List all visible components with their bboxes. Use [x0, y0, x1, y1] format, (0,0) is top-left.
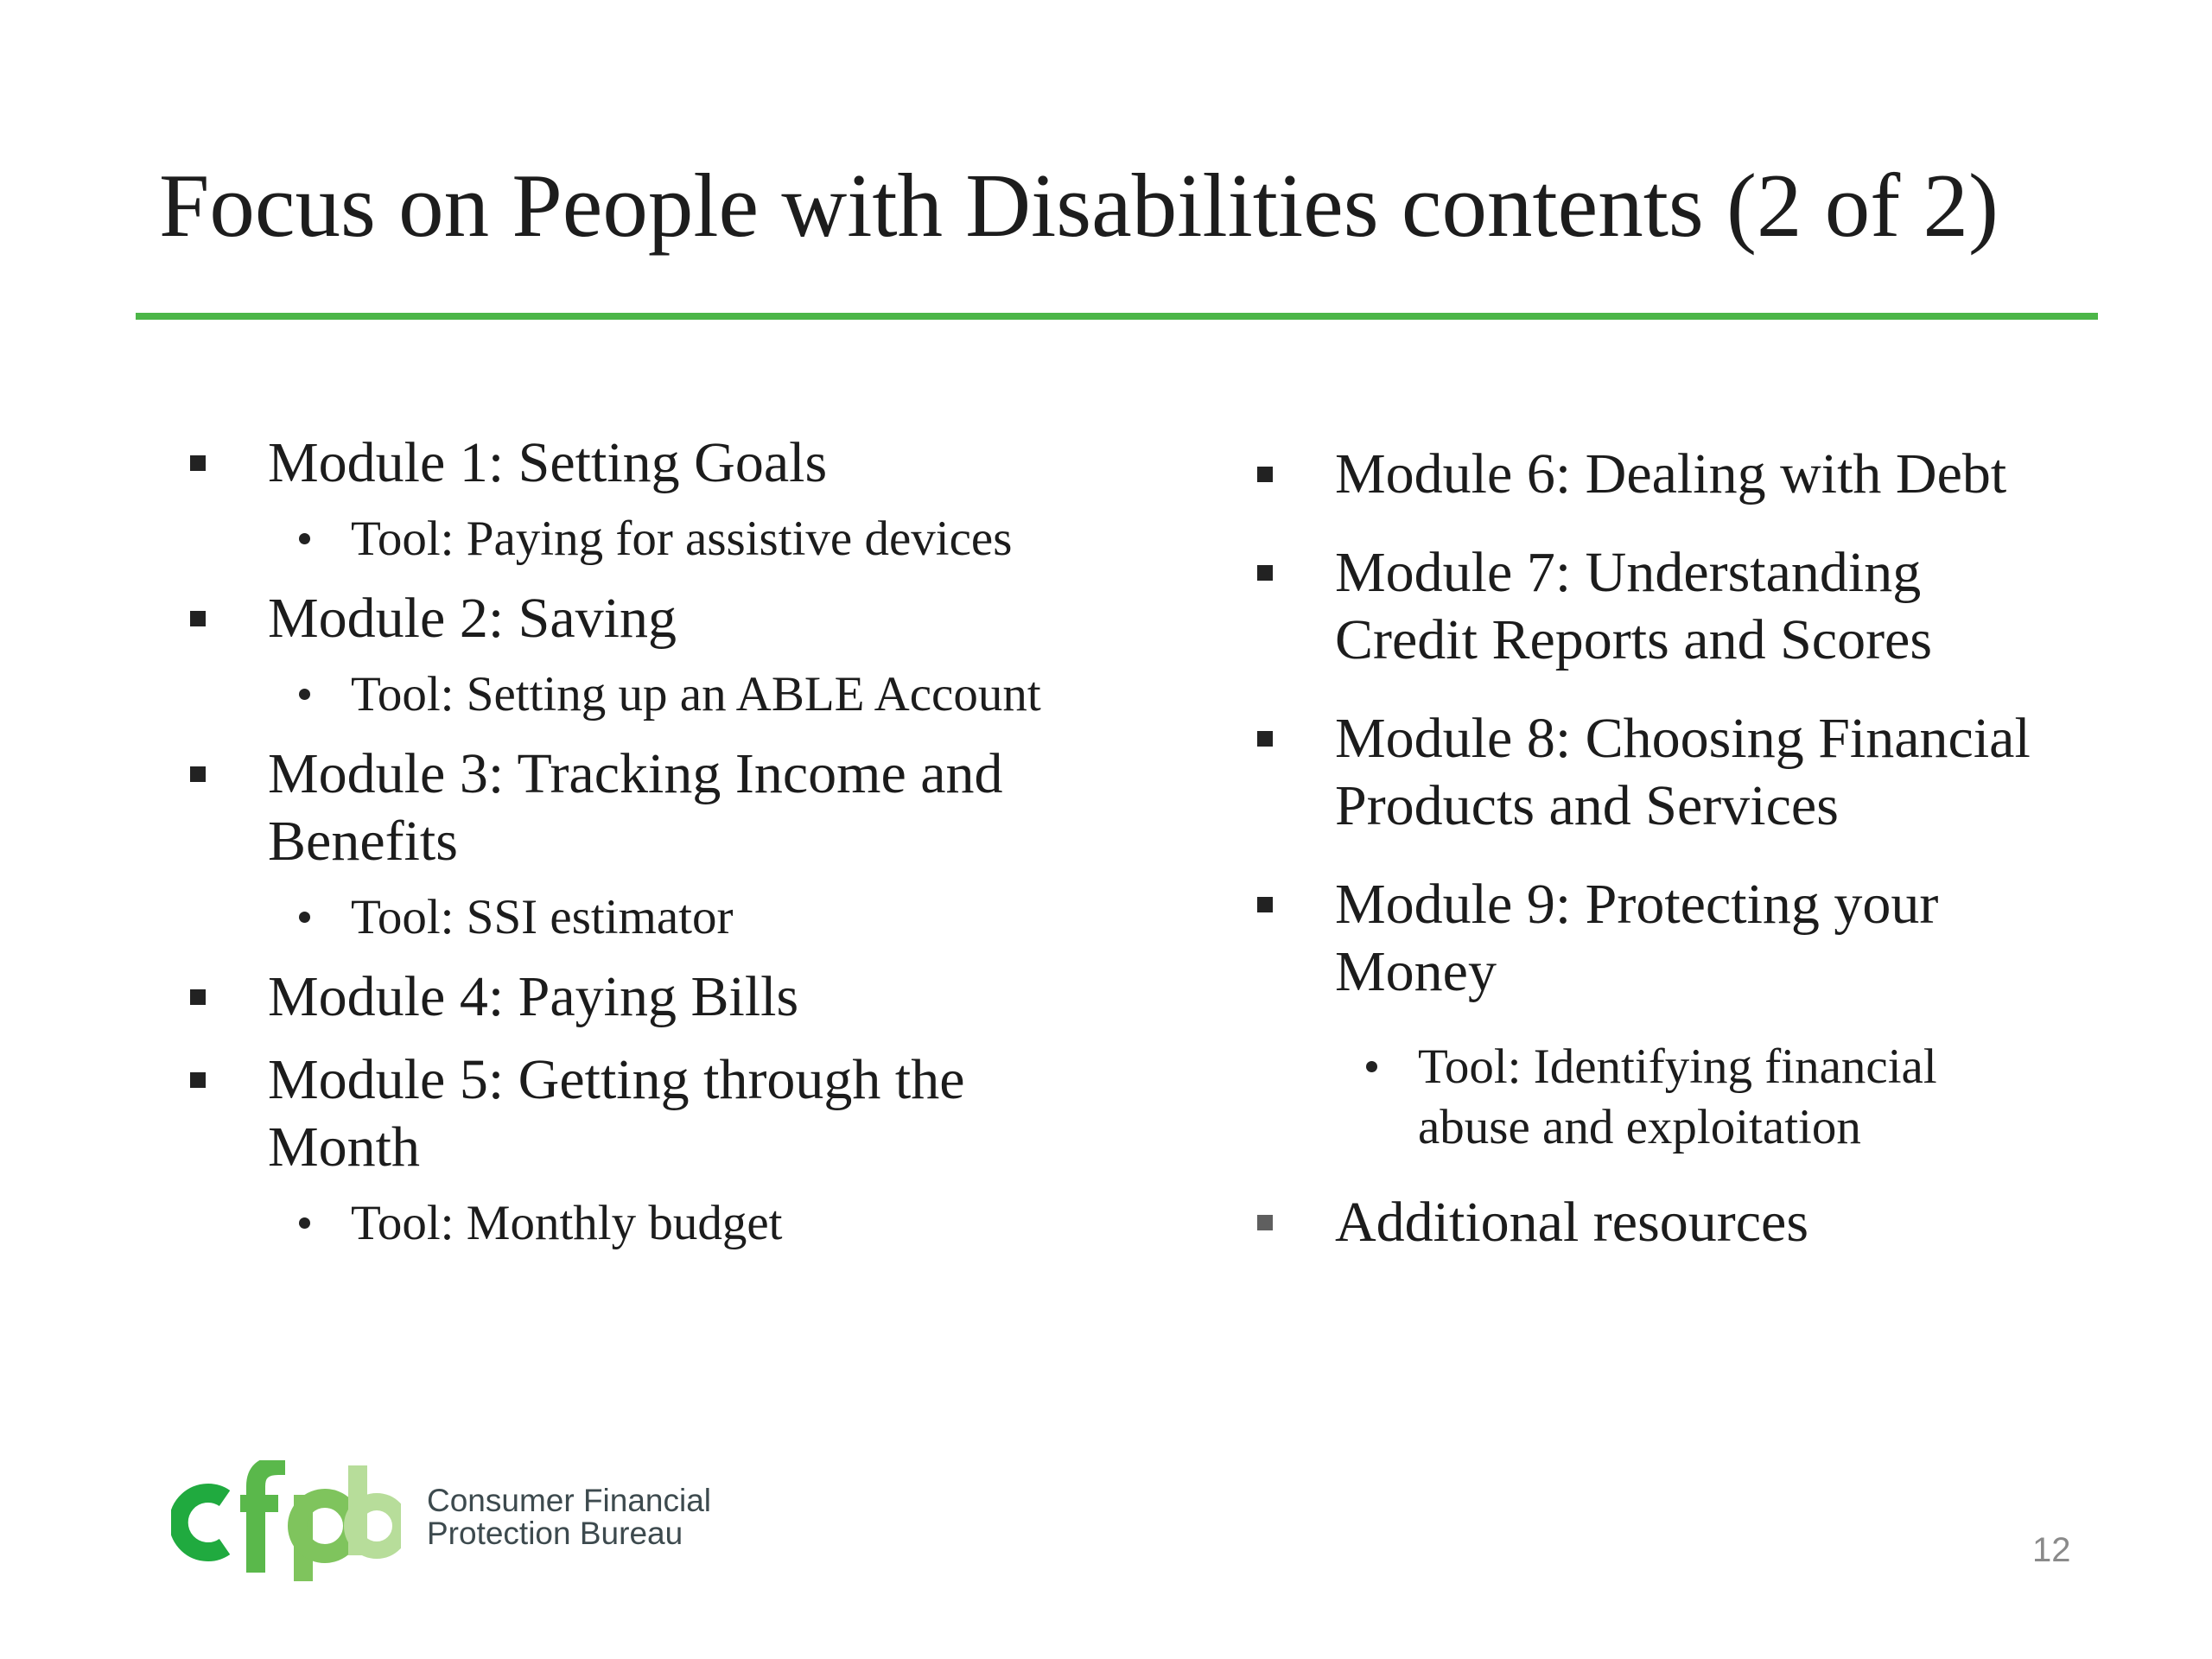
tool-item [268, 664, 1203, 725]
square-bullet-icon [1257, 731, 1273, 747]
dot-bullet-icon [299, 689, 310, 700]
org-name-line-2: Protection Bureau [427, 1516, 683, 1551]
module-label: Module 9: Protecting your Money [1335, 873, 1939, 1003]
tool-label: Tool: Monthly budget [351, 1196, 783, 1250]
org-name-line-1: Consumer Financial [427, 1483, 712, 1518]
square-bullet-icon [190, 455, 206, 471]
tool-item [1335, 1037, 2114, 1158]
tool-item [268, 1193, 1203, 1254]
module-item [1250, 441, 2114, 508]
module-item [1250, 1189, 2114, 1256]
tool-label: Tool: Setting up an ABLE Account [351, 667, 1041, 721]
module-list-right [1250, 441, 2114, 1256]
module-label: Module 2: Saving [268, 587, 677, 650]
module-item [1250, 705, 2114, 840]
slide-title: Focus on People with Disabilities contents (2 of 2) [159, 155, 1999, 256]
square-bullet-icon [190, 989, 206, 1005]
dot-bullet-icon [299, 533, 310, 544]
tool-item [268, 887, 1203, 948]
dot-bullet-icon [1366, 1061, 1377, 1072]
module-item [183, 741, 1203, 948]
cfpb-logo [171, 1460, 711, 1581]
tool-label: Tool: Identifying financial abuse and exploitation [1418, 1039, 1937, 1154]
module-label: Module 7: Understanding Credit Reports and Scores [1335, 541, 1933, 671]
left-column [183, 429, 1203, 1254]
square-bullet-icon [1257, 467, 1273, 482]
module-item [183, 585, 1203, 725]
square-bullet-icon [190, 611, 206, 626]
org-name [427, 1484, 711, 1550]
module-item [183, 429, 1203, 569]
module-label: Module 6: Dealing with Debt [1335, 442, 2007, 505]
module-label: Module 4: Paying Bills [268, 965, 799, 1028]
tool-item [268, 509, 1203, 569]
tool-label: Tool: Paying for assistive devices [351, 512, 1013, 566]
module-label: Module 3: Tracking Income and Benefits [268, 742, 1003, 873]
module-item [1250, 539, 2114, 674]
module-item [183, 963, 1203, 1031]
dot-bullet-icon [299, 912, 310, 923]
square-bullet-icon [1257, 897, 1273, 912]
cfpb-logo-mark-icon [171, 1460, 401, 1581]
module-label: Module 1: Setting Goals [268, 431, 828, 494]
module-item [183, 1046, 1203, 1254]
square-bullet-icon [190, 1072, 206, 1088]
module-label: Module 5: Getting through the Month [268, 1048, 965, 1179]
page-number: 12 [2032, 1531, 2071, 1569]
tool-label: Tool: SSI estimator [351, 890, 734, 944]
title-divider [136, 313, 2098, 320]
module-item [1250, 871, 2114, 1158]
module-label: Additional resources [1335, 1191, 1809, 1254]
square-bullet-icon [1257, 1215, 1273, 1230]
module-list-left [183, 429, 1203, 1254]
module-label: Module 8: Choosing Financial Products and Services [1335, 707, 2031, 837]
right-column [1250, 441, 2114, 1256]
square-bullet-icon [190, 766, 206, 782]
square-bullet-icon [1257, 565, 1273, 581]
dot-bullet-icon [299, 1217, 310, 1229]
